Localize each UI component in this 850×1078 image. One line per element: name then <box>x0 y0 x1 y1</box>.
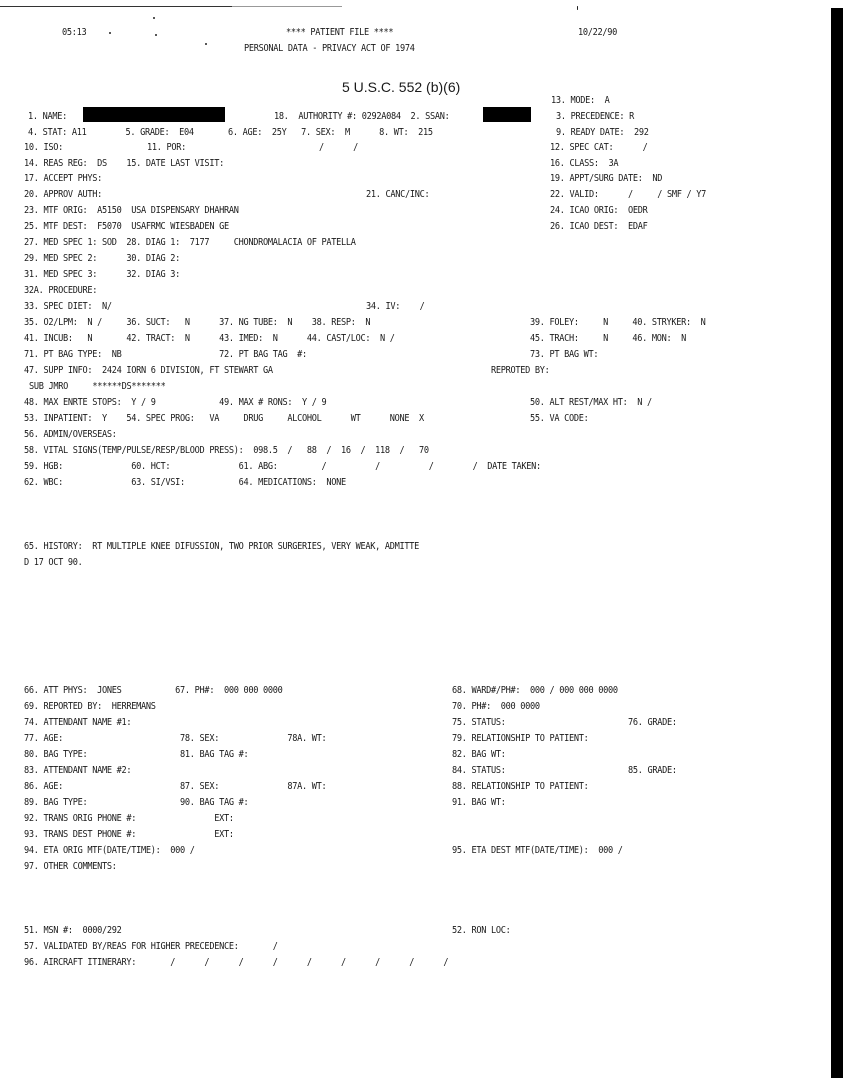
field-iso: 10. ISO: <box>24 142 64 153</box>
field-status-1: 75. STATUS: <box>452 717 506 728</box>
field-msn: 51. MSN #: 0000/292 <box>24 925 122 936</box>
row-med-spec-3: 31. MED SPEC 3: 32. DIAG 3: <box>24 269 181 280</box>
field-ph: 70. PH#: 000 0000 <box>452 701 540 712</box>
field-valid: 22. VALID: / / SMF / Y7 <box>550 189 707 200</box>
field-aircraft-itinerary: 96. AIRCRAFT ITINERARY: / / / / / / / / / <box>24 957 449 968</box>
field-ward-ph: 68. WARD#/PH#: 000 / 000 000 0000 <box>452 685 618 696</box>
field-reported-by-2: 69. REPORTED BY: HERREMANS <box>24 701 156 712</box>
field-eta-orig: 94. ETA ORIG MTF(DATE/TIME): 000 / <box>24 845 195 856</box>
field-grade-2: 85. GRADE: <box>628 765 677 776</box>
field-accept-phys: 17. ACCEPT PHYS: <box>24 173 103 184</box>
field-alt-rest: 50. ALT REST/MAX HT: N / <box>530 397 652 408</box>
field-canc-inc: 21. CANC/INC: <box>366 189 430 200</box>
scan-speck <box>155 34 157 36</box>
scan-speck <box>109 32 111 34</box>
row-trach-mon: 45. TRACH: N 46. MON: N <box>530 333 687 344</box>
row-max-stops-rons: 48. MAX ENRTE STOPS: Y / 9 49. MAX # RONS: Y / 9 <box>24 397 327 408</box>
field-history: 65. HISTORY: RT MULTIPLE KNEE DIFUSSION, TWO PRIOR SURGERIES, VERY WEAK, ADMITTE <box>24 541 420 552</box>
row-wbc-si-meds: 62. WBC: 63. SI/VSI: 64. MEDICATIONS: NONE <box>24 477 346 488</box>
name-redaction <box>83 107 225 122</box>
row-trans-orig-phone: 92. TRANS ORIG PHONE #: EXT: <box>24 813 234 824</box>
field-icao-dest: 26. ICAO DEST: EDAF <box>550 221 648 232</box>
field-bag-wt-1: 82. BAG WT: <box>452 749 506 760</box>
field-spec-cat: 12. SPEC CAT: / <box>550 142 648 153</box>
row-med-spec-1: 27. MED SPEC 1: SOD 28. DIAG 1: 7177 CHONDROMALACIA OF PATELLA <box>24 237 356 248</box>
scan-speck <box>153 17 155 19</box>
row-inpatient-spec-prog: 53. INPATIENT: Y 54. SPEC PROG: VA DRUG ALCOHOL WT NONE X <box>24 413 424 424</box>
field-va-code: 55. VA CODE: <box>530 413 589 424</box>
field-status-2: 84. STATUS: <box>452 765 506 776</box>
row-o2-suct-ng-resp: 35. O2/LPM: N / 36. SUCT: N 37. NG TUBE: N 38. RESP: N <box>24 317 371 328</box>
row-att-phys: 66. ATT PHYS: JONES 67. PH#: 000 000 0000 <box>24 685 283 696</box>
field-mtf-dest: 25. MTF DEST: F5070 USAFRMC WIESBADEN GE <box>24 221 229 232</box>
top-rule-faint <box>232 6 342 7</box>
field-reported-by: REPROTED BY: <box>491 365 550 376</box>
field-spec-diet: 33. SPEC DIET: N/ <box>24 301 112 312</box>
file-title: **** PATIENT FILE **** <box>286 27 394 38</box>
field-history-cont: D 17 OCT 90. <box>24 557 83 568</box>
top-rule <box>0 6 232 7</box>
row-incub-tract-imed-cast: 41. INCUB: N 42. TRACT: N 43. IMED: N 44. CAST/LOC: N / <box>24 333 395 344</box>
field-supp-info: 47. SUPP INFO: 2424 IORN 6 DIVISION, FT STEWART GA <box>24 365 273 376</box>
row-med-spec-2: 29. MED SPEC 2: 30. DIAG 2: <box>24 253 181 264</box>
field-other-comments: 97. OTHER COMMENTS: <box>24 861 117 872</box>
row-reas-reg-last-visit: 14. REAS REG: DS 15. DATE LAST VISIT: <box>24 158 224 169</box>
print-time: 05:13 <box>62 27 87 38</box>
row-bag-type-2: 89. BAG TYPE: 90. BAG TAG #: <box>24 797 249 808</box>
scan-speck <box>577 6 578 10</box>
field-attendant-1: 74. ATTENDANT NAME #1: <box>24 717 132 728</box>
field-mtf-orig: 23. MTF ORIG: A5150 USA DISPENSARY DHAHRAN <box>24 205 239 216</box>
field-class: 16. CLASS: 3A <box>550 158 619 169</box>
field-mode: 13. MODE: A <box>551 95 610 106</box>
field-relationship-1: 79. RELATIONSHIP TO PATIENT: <box>452 733 589 744</box>
field-name: 1. NAME: <box>28 111 68 122</box>
row-hgb-hct-abg: 59. HGB: 60. HCT: 61. ABG: / / / / DATE TAKEN: <box>24 461 541 472</box>
field-appt-surg-date: 19. APPT/SURG DATE: ND <box>550 173 663 184</box>
row-pt-bag: 71. PT BAG TYPE: NB 72. PT BAG TAG #: <box>24 349 307 360</box>
field-validated-by: 57. VALIDATED BY/REAS FOR HIGHER PRECEDENCE: / <box>24 941 278 952</box>
foia-exemption-stamp: 5 U.S.C. 552 (b)(6) <box>342 79 461 95</box>
field-authority-ssan: 18. AUTHORITY #: 0292A084 2. SSAN: <box>274 111 450 122</box>
scan-speck <box>205 43 207 45</box>
field-procedure: 32A. PROCEDURE: <box>24 285 98 296</box>
field-icao-orig: 24. ICAO ORIG: OEDR <box>550 205 648 216</box>
field-eta-dest: 95. ETA DEST MTF(DATE/TIME): 000 / <box>452 845 623 856</box>
field-approv-auth: 20. APPROV AUTH: <box>24 189 103 200</box>
field-pt-bag-wt: 73. PT BAG WT: <box>530 349 599 360</box>
print-date: 10/22/90 <box>578 27 618 38</box>
ssan-redaction <box>483 107 531 122</box>
row-stat-grade-age-sex-wt: 4. STAT: A11 5. GRADE: E04 6. AGE: 25Y 7. SEX: M 8. WT: 215 <box>28 127 433 138</box>
field-por: 11. POR: <box>147 142 187 153</box>
field-bag-wt-2: 91. BAG WT: <box>452 797 506 808</box>
privacy-notice: PERSONAL DATA - PRIVACY ACT OF 1974 <box>244 43 415 54</box>
field-admin-overseas: 56. ADMIN/OVERSEAS: <box>24 429 117 440</box>
field-relationship-2: 88. RELATIONSHIP TO PATIENT: <box>452 781 589 792</box>
field-attendant-2: 83. ATTENDANT NAME #2: <box>24 765 132 776</box>
field-ron-loc: 52. RON LOC: <box>452 925 511 936</box>
row-trans-dest-phone: 93. TRANS DEST PHONE #: EXT: <box>24 829 234 840</box>
field-precedence: 3. PRECEDENCE: R <box>556 111 635 122</box>
scan-edge <box>831 8 843 1078</box>
row-age-sex-wt-1: 77. AGE: 78. SEX: 78A. WT: <box>24 733 327 744</box>
field-grade-1: 76. GRADE: <box>628 717 677 728</box>
field-iv: 34. IV: / <box>366 301 425 312</box>
row-age-sex-wt-2: 86. AGE: 87. SEX: 87A. WT: <box>24 781 327 792</box>
row-foley-stryker: 39. FOLEY: N 40. STRYKER: N <box>530 317 706 328</box>
por-slashes: / / <box>319 142 359 153</box>
row-bag-type-1: 80. BAG TYPE: 81. BAG TAG #: <box>24 749 249 760</box>
supp-info-cont: SUB JMRO ******DS******* <box>29 381 166 392</box>
row-vital-signs: 58. VITAL SIGNS(TEMP/PULSE/RESP/BLOOD PRESS): 098.5 / 88 / 16 / 118 / 70 <box>24 445 429 456</box>
field-ready-date: 9. READY DATE: 292 <box>556 127 649 138</box>
